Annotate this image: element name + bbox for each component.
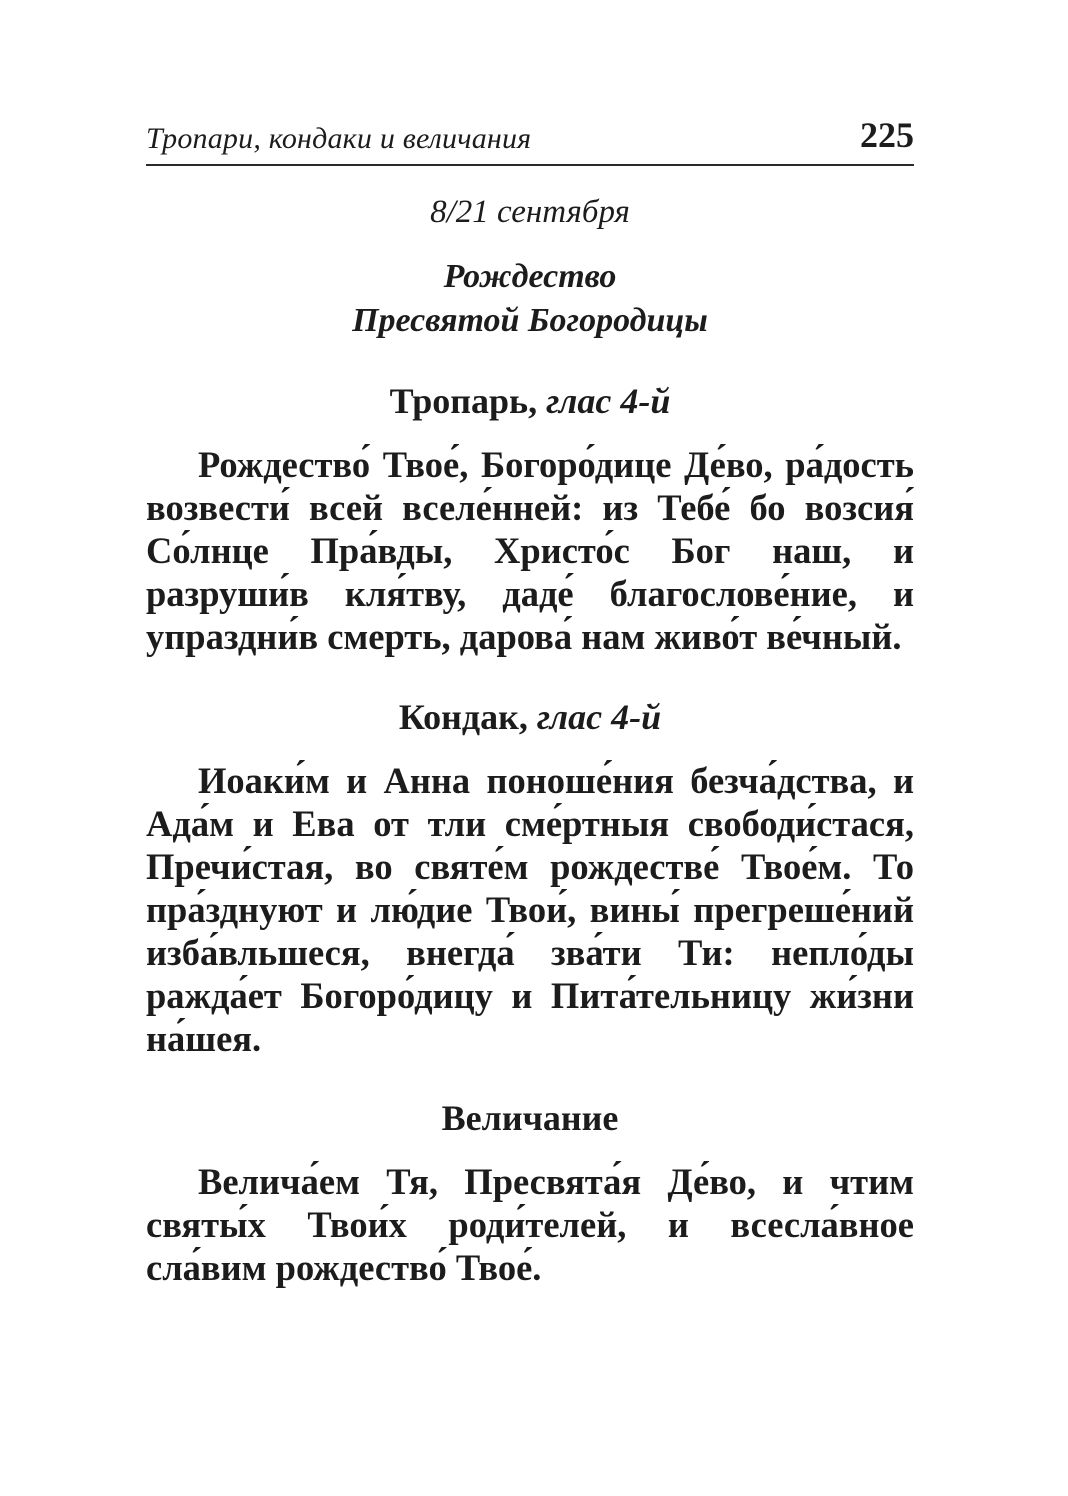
feast-title-line-1: Рождество — [443, 258, 617, 295]
book-page — [146, 104, 914, 1326]
feast-title — [146, 255, 914, 343]
kontakion-tone: глас 4-й — [536, 696, 662, 737]
running-header — [146, 104, 914, 166]
magnification-heading: Величание — [441, 1098, 619, 1138]
feast-date: 8/21 сентября — [430, 194, 630, 230]
magnification-text: Велича́ем Тя, Пресвята́я Де́во, и чтим святы́х Твои́х роди́телей, и всесла́вное сла́вим рождество́ Твое́. — [146, 1161, 914, 1288]
kontakion-heading-label: Кондак, — [398, 696, 528, 737]
troparion-heading — [146, 379, 914, 423]
troparion-text: Рождество́ Твое́, Богоро́дице Де́во, ра́дость возвести́ всей вселе́нней: из Тебе́ бо возсия́ Со́лнце Пра́вды, Христо́с Бог наш, и разруши́в кля́тву, даде́ благослове́ние, и упраздни́в смерть, дарова́ нам живо́т ве́чный. — [146, 444, 914, 657]
feast-title-line-2: Пресвятой Богородицы — [352, 302, 708, 339]
kontakion-text: Иоаки́м и Анна поноше́ния безча́дства, и Ада́м и Ева от тли сме́ртныя свободи́стася, Пречи́стая, во святе́м рождестве́ Твое́м. То пра́зднуют и лю́дие Твои́, вины́ прегреше́ний изба́вльшеся, внегда́ зва́ти Ти: непло́ды ражда́ет Богоро́дицу и Пита́тельницу жи́зни на́шея. — [146, 759, 914, 1059]
running-title: Тропари, кондаки и величания — [146, 122, 532, 155]
kontakion-heading — [146, 695, 914, 739]
troparion-tone: глас 4-й — [546, 381, 671, 421]
troparion-heading-label: Тропарь, — [389, 381, 538, 421]
page-number: 225 — [860, 115, 914, 155]
